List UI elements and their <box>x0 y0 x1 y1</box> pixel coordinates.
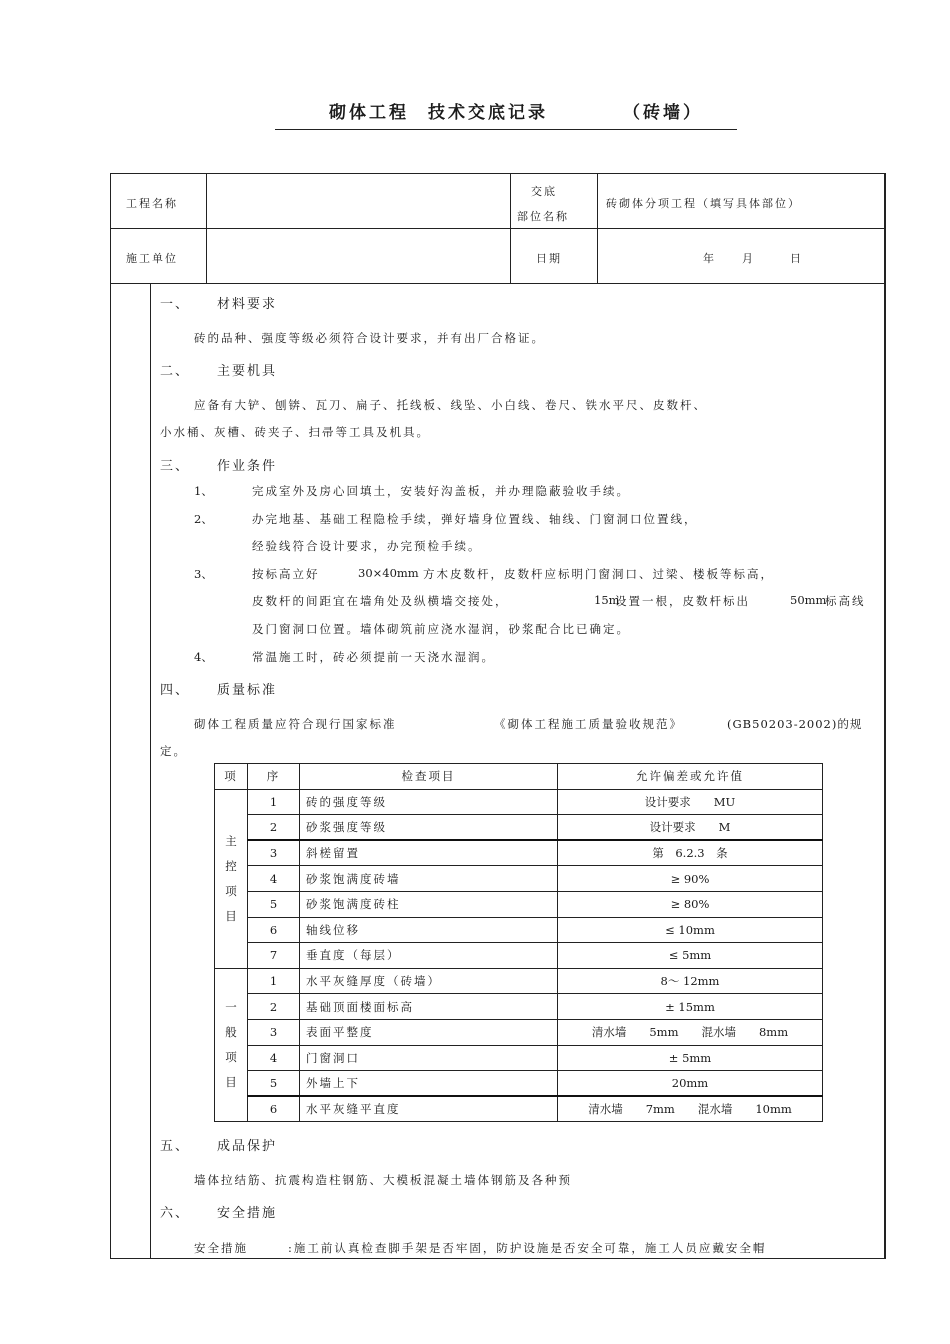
section-text: (GB50203-2002)的规 <box>727 717 863 731</box>
table-header-cell: 检查项目 <box>300 764 558 790</box>
table-row: 7 垂直度（每层） ≤ 5mm <box>215 943 823 969</box>
table-row: 3 斜槎留置 第 6.2.3 条 <box>215 840 823 866</box>
table-row: 2 砂浆强度等级 设计要求 M <box>215 815 823 841</box>
document-title <box>275 96 737 130</box>
section-heading: 六、 安全措施 <box>160 1206 278 1221</box>
title-part-1: 砌体工程 <box>329 103 409 123</box>
construction-unit-label: 施工单位 <box>126 252 178 265</box>
section-text: 小水桶、灰槽、砖夹子、扫帚等工具及机具。 <box>160 425 430 439</box>
list-item: 办完地基、基础工程隐检手续，弹好墙身位置线、轴线、门窗洞口位置线， <box>252 512 698 526</box>
title-part-2: 技术交底记录 <box>428 103 548 123</box>
date-year: 年 <box>703 252 716 265</box>
table-row: 5 外墙上下 20mm <box>215 1071 823 1097</box>
list-item: 50mm <box>790 593 827 607</box>
list-item: 完成室外及房心回填土，安装好沟盖板，并办理隐蔽验收手续。 <box>252 484 630 498</box>
section-heading: 三、 作业条件 <box>160 459 278 474</box>
list-item: 及门窗洞口位置。墙体砌筑前应浇水湿润，砂浆配合比已确定。 <box>252 622 630 636</box>
table-row: 4 砂浆饱满度砖墙 ≥ 90% <box>215 866 823 892</box>
table-row: 主 控 项 目 1 砖的强度等级 设计要求 MU <box>215 789 823 815</box>
section-text: 《砌体工程施工质量验收规范》 <box>494 717 683 731</box>
section-heading: 五、 成品保护 <box>160 1139 278 1154</box>
table-header-row <box>215 764 823 790</box>
list-item: 经验线符合设计要求，办完预检手续。 <box>252 539 482 553</box>
section-text: 墙体拉结筋、抗震构造柱钢筋、大模板混凝土墙体钢筋及各种预 <box>194 1173 572 1187</box>
date-label: 日期 <box>536 252 562 265</box>
section-heading: 四、 质量标准 <box>160 683 278 698</box>
disclosure-part-value: 砖砌体分项工程（填写具体部位） <box>606 197 801 210</box>
table-header-cell: 项 <box>215 764 248 790</box>
table-row: 3 表面平整度 清水墙 5mm 混水墙 8mm <box>215 1019 823 1045</box>
list-item: 常温施工时，砖必须提前一天浇水湿润。 <box>252 650 495 664</box>
group-label-general: 一 般 项 目 <box>215 968 248 1122</box>
list-item: 方木皮数杆，皮数杆应标明门窗洞口、过梁、楼板等标高， <box>423 567 774 581</box>
divider-line <box>597 174 598 283</box>
disclosure-label-line2: 部位名称 <box>517 210 569 223</box>
divider-line <box>206 174 207 283</box>
list-item-number: 4、 <box>194 650 213 664</box>
project-name-label: 工程名称 <box>126 197 178 210</box>
list-item-number: 3、 <box>194 567 213 581</box>
section-text: 应备有大铲、刨锛、瓦刀、扁子、托线板、线坠、小白线、卷尺、铁水平尺、皮数杆、 <box>194 398 707 412</box>
divider-line <box>510 174 511 283</box>
list-item: 30×40mm <box>358 566 419 580</box>
divider-line <box>111 228 884 229</box>
disclosure-label-line1: 交底 <box>531 185 557 198</box>
title-part-3: （砖墙） <box>623 103 703 123</box>
section-text: 砖的品种、强度等级必须符合设计要求，并有出厂合格证。 <box>194 331 545 345</box>
table-header-cell: 序 <box>248 764 300 790</box>
table-row: 6 轴线位移 ≤ 10mm <box>215 917 823 943</box>
section-text: 砌体工程质量应符合现行国家标准 <box>194 717 397 731</box>
table-row: 4 门窗洞口 ± 5mm <box>215 1045 823 1071</box>
list-item-number: 1、 <box>194 484 213 498</box>
table-row: 一 般 项 目 1 水平灰缝厚度（砖墙） 8～ 12mm <box>215 968 823 994</box>
date-month: 月 <box>742 252 755 265</box>
list-item-number: 2、 <box>194 512 213 526</box>
divider-line <box>150 283 151 1258</box>
list-item: 设置一根，皮数杆标出 <box>615 594 750 608</box>
list-item: 15m <box>594 593 620 607</box>
section-heading: 一、 材料要求 <box>160 297 278 312</box>
section-text: :施工前认真检查脚手架是否牢固，防护设施是否安全可靠，施工人员应戴安全帽 <box>288 1241 767 1255</box>
date-day: 日 <box>790 252 803 265</box>
list-item: 标高线 <box>825 594 866 608</box>
table-row: 6 水平灰缝平直度 清水墙 7mm 混水墙 10mm <box>215 1096 823 1122</box>
divider-line <box>111 283 884 284</box>
quality-standard-table <box>214 763 823 1122</box>
divider-line <box>884 174 885 283</box>
table-row: 5 砂浆饱满度砖柱 ≥ 80% <box>215 891 823 917</box>
section-heading: 二、 主要机具 <box>160 364 278 379</box>
group-label-main-control: 主 控 项 目 <box>215 789 248 968</box>
table-header-cell: 允许偏差或允许值 <box>558 764 823 790</box>
list-item: 按标高立好 <box>252 567 320 581</box>
list-item: 皮数杆的间距宜在墙角处及纵横墙交接处， <box>252 594 509 608</box>
table-row: 2 基础顶面楼面标高 ± 15mm <box>215 994 823 1020</box>
section-text: 安全措施 <box>194 1241 248 1255</box>
section-text: 定。 <box>160 744 187 758</box>
